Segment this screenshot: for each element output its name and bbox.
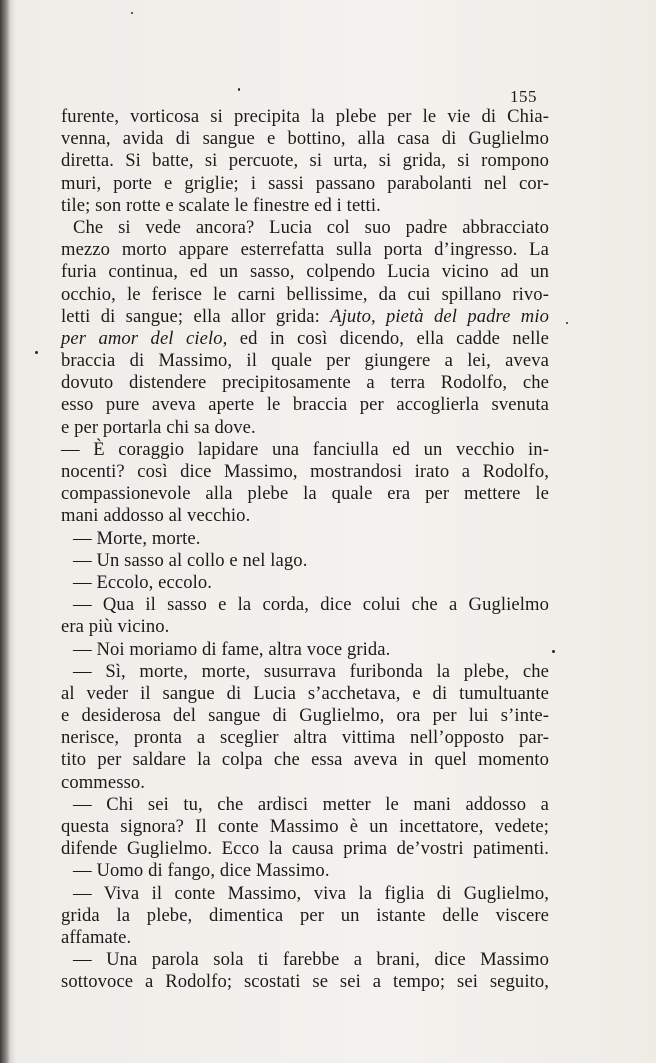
text-run: mani addosso al vecchio.	[61, 505, 251, 527]
text-run: furia continua, ed un sasso, colpendo Lucia vicino ad un	[61, 261, 549, 283]
text-run: Che si vede ancora? Lucia col suo padre abbracciato	[73, 216, 549, 238]
text-run: occhio, le ferisce le carni bellissime, da cui spillano rivo-	[61, 283, 549, 305]
text-run: questa signora? Il conte Massimo è un incettatore, vedete;	[61, 816, 549, 837]
text-run: sottovoce a Rodolfo; scostati se sei a tempo; sei seguito,	[61, 971, 549, 993]
text-run: — Qua il sasso e la corda, dice colui che a Guglielmo	[73, 594, 549, 616]
text-run: letti di sangue; ella allor grida:	[61, 305, 320, 327]
page-number: 155	[510, 87, 537, 106]
text-run: — Uomo di fango, dice Massimo.	[73, 860, 330, 882]
text-line	[61, 927, 549, 949]
text-line	[61, 128, 549, 150]
text-run: nerisce, pronta a sceglier altra vittima nell’opposto par-	[61, 727, 549, 749]
text-line	[61, 106, 549, 128]
text-line	[61, 217, 549, 239]
text-line	[61, 616, 549, 638]
text-line	[61, 661, 549, 683]
text-line	[61, 239, 549, 261]
text-run: diretta. Si batte, si percuote, si urta, si grida, si rompono	[61, 150, 549, 172]
text-line	[61, 150, 549, 172]
text-line	[61, 860, 549, 882]
text-run: — Morte, morte.	[73, 527, 201, 549]
text-run: al veder il sangue di Lucia s’acchetava, e di tumultuante	[61, 682, 549, 704]
book-spine-shadow	[0, 0, 10, 1063]
text-run: — Viva il conte Massimo, viva la figlia di Guglielmo,	[73, 882, 549, 904]
text-line	[61, 550, 549, 572]
text-line	[61, 306, 549, 328]
text-line	[61, 816, 549, 838]
italic-text-run: per amor del cielo,	[61, 327, 228, 349]
text-run: — Chi sei tu, che ardisci metter le mani addosso a	[73, 793, 549, 815]
text-line	[61, 328, 549, 350]
text-run: commesso.	[61, 771, 146, 793]
text-line	[61, 417, 549, 439]
paper-speck	[566, 322, 568, 324]
text-run: — Noi moriamo di fame, altra voce grida.	[73, 638, 391, 660]
text-line	[61, 971, 549, 993]
text-run: — È coraggio lapidare una fanciulla ed un vecchio in-	[61, 438, 549, 460]
text-line	[61, 394, 549, 416]
text-run: e desiderosa del sangue di Guglielmo, ora per lui s’inte-	[61, 705, 549, 727]
text-run: grida la plebe, dimentica per un istante delle viscere	[61, 904, 549, 926]
text-run: furente, vorticosa si precipita la plebe per le vie di Chia-	[61, 106, 549, 127]
text-run: braccia di Massimo, il quale per giungere a lei, aveva	[61, 350, 549, 372]
text-line	[61, 772, 549, 794]
text-line	[61, 905, 549, 927]
paper-speck	[552, 650, 555, 653]
text-run: esso pure aveva aperte le braccia per accoglierla svenuta	[61, 394, 549, 416]
paper-speck	[35, 351, 38, 354]
text-line	[61, 528, 549, 550]
text-run: e per portarla chi sa dove.	[61, 416, 256, 438]
text-line	[61, 594, 549, 616]
text-run: compassionevole alla plebe la quale era per mettere le	[61, 483, 549, 505]
text-run: — Sì, morte, morte, susurrava furibonda la plebe, che	[73, 660, 549, 682]
text-line	[61, 838, 549, 860]
text-line	[61, 505, 549, 527]
text-run: — Eccolo, eccolo.	[73, 571, 213, 593]
text-run: difende Guglielmo. Ecco la causa prima de’vostri patimenti.	[61, 838, 549, 860]
text-line	[61, 350, 549, 372]
body-text	[61, 106, 549, 994]
text-line	[61, 439, 549, 461]
paper-speck	[238, 88, 240, 91]
text-run: affamate.	[61, 926, 132, 948]
text-run: muri, porte e griglie; i sassi passano parabolanti nel cor-	[61, 172, 549, 194]
text-line	[61, 372, 549, 394]
paper-speck	[131, 12, 133, 14]
text-run: nocenti? così dice Massimo, mostrandosi irato a Rodolfo,	[61, 461, 549, 482]
text-run: dovuto distendere precipitosamente a terra Rodolfo, che	[61, 372, 549, 394]
text-line	[61, 683, 549, 705]
text-run: tile; son rotte e scalate le finestre ed i tetti.	[61, 194, 381, 216]
text-line	[61, 461, 549, 483]
text-line	[61, 639, 549, 661]
text-line	[61, 572, 549, 594]
text-line	[61, 727, 549, 749]
text-line	[61, 173, 549, 195]
text-run: venna, avida di sangue e bottino, alla casa di Guglielmo	[61, 128, 549, 150]
text-line	[61, 749, 549, 771]
text-line	[61, 883, 549, 905]
text-line	[61, 261, 549, 283]
text-run: mezzo morto appare esterrefatta sulla porta d’ingresso. La	[61, 239, 549, 261]
text-line	[61, 794, 549, 816]
text-line	[61, 705, 549, 727]
italic-text-run: Ajuto, pietà del padre mio	[330, 305, 549, 327]
text-run: tito per saldare la colpa che essa aveva in quel momento	[61, 749, 549, 771]
text-run: era più vicino.	[61, 616, 170, 638]
text-line	[61, 195, 549, 217]
text-run: — Una parola sola ti farebbe a brani, dice Massimo	[73, 949, 549, 971]
text-line	[61, 949, 549, 971]
text-line	[61, 483, 549, 505]
text-line	[61, 284, 549, 306]
text-run: ed in così dicendo, ella cadde nelle	[227, 327, 549, 349]
text-run: — Un sasso al collo e nel lago.	[73, 549, 308, 571]
